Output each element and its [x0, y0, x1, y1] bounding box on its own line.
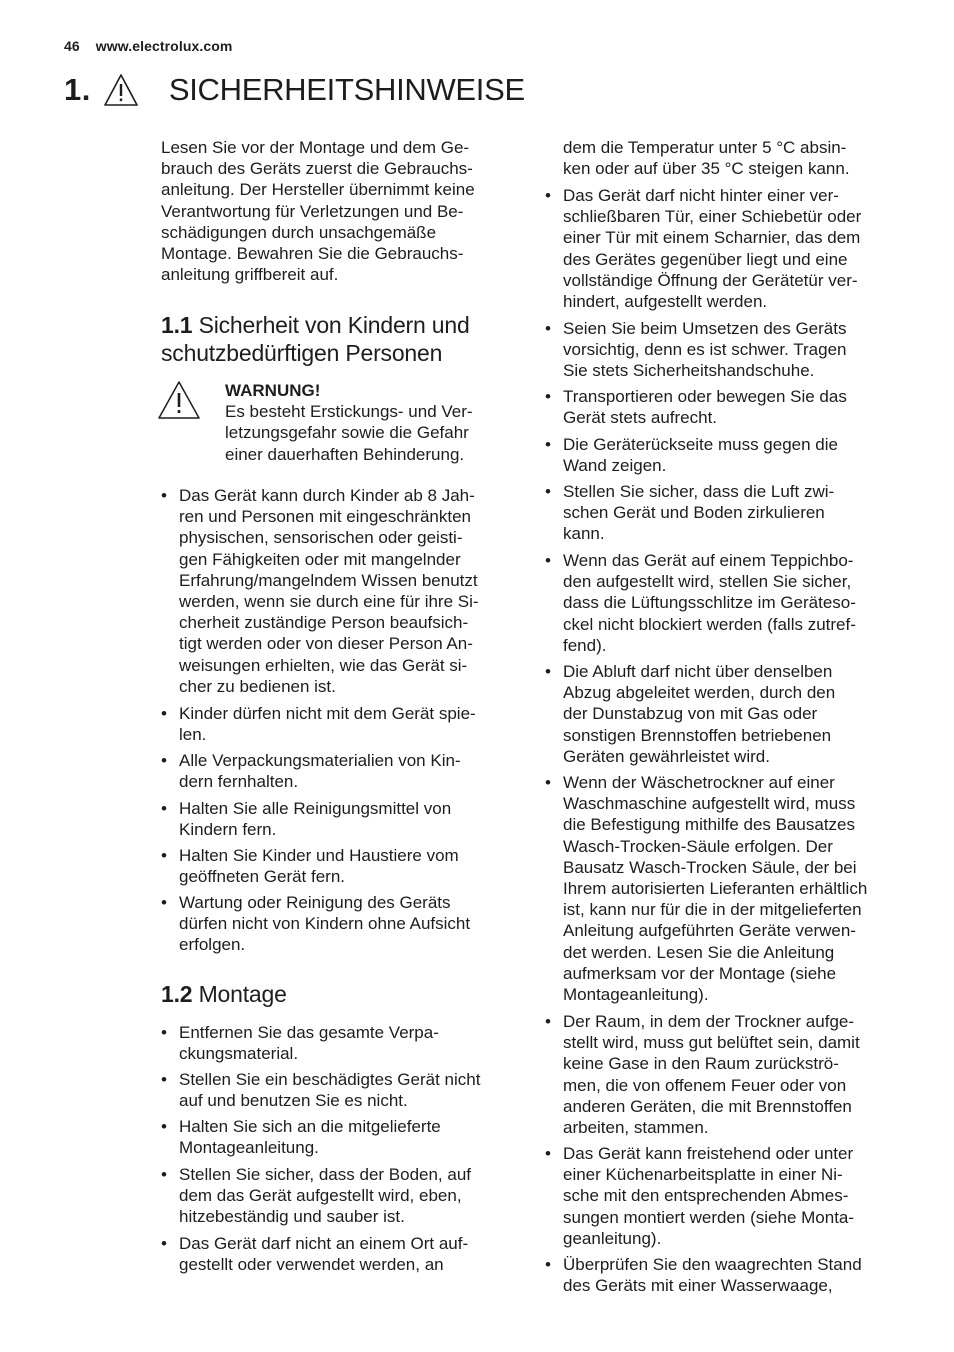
- bullet-icon: •: [545, 1012, 551, 1031]
- text-line: men, die von offenem Feuer oder von: [563, 1075, 847, 1095]
- text-line: dass die Lüftungsschlitze im Geräteso-: [563, 593, 856, 613]
- text-line: Wand zeigen.: [563, 456, 667, 476]
- text-line: Geräten gewährleistet wird.: [563, 746, 770, 766]
- text-line: einer Tür mit einem Scharnier, das dem: [563, 228, 861, 248]
- text-line: brauch des Geräts zuerst die Gebrauchs-: [161, 159, 473, 179]
- text-line: geöffneten Gerät fern.: [179, 867, 346, 887]
- warning-triangle-icon: [103, 73, 139, 112]
- text-line: Transportieren oder bewegen Sie das: [563, 387, 847, 406]
- bullet-icon: •: [545, 773, 551, 792]
- text-line: Montage. Bewahren Sie die Gebrauchs-: [161, 244, 464, 264]
- text-line: Entfernen Sie das gesamte Verpa-: [179, 1023, 439, 1042]
- text-line: vollständige Öffnung der Gerätetür ver-: [563, 270, 858, 290]
- section-heading-1-2: [161, 981, 287, 1009]
- bullet-icon: •: [545, 319, 551, 338]
- text-line: Sie stets Sicherheitshandschuhe.: [563, 361, 815, 381]
- text-line: ren und Personen mit eingeschränkten: [179, 507, 472, 527]
- bullet-icon: •: [161, 893, 167, 912]
- text-line: anderen Geräten, die mit Brennstoffen: [563, 1096, 852, 1116]
- bullet-icon: •: [161, 1070, 167, 1089]
- section-title: Montage: [198, 981, 287, 1007]
- text-line: tigt werden oder von dieser Person An-: [179, 634, 473, 654]
- text-line: Stellen Sie sicher, dass die Luft zwi-: [563, 482, 835, 501]
- intro-paragraph: [161, 137, 475, 285]
- bullet-icon: •: [545, 387, 551, 406]
- text-line: ken oder auf über 35 °C steigen kann.: [563, 159, 850, 179]
- chapter-heading: SICHERHEITSHINWEISE: [168, 72, 525, 107]
- text-line: len.: [179, 725, 207, 745]
- bullet-icon: •: [545, 482, 551, 501]
- text-line: Wenn das Gerät auf einem Teppichbo-: [563, 551, 854, 570]
- text-line: dern fernhalten.: [179, 772, 299, 792]
- text-line: Bausatz Wasch-Trocken Säule, der bei: [563, 857, 857, 877]
- text-line: Erfahrung/mangelndem Wissen benutzt: [179, 570, 478, 590]
- text-line: Das Gerät darf nicht hinter einer ver-: [563, 186, 839, 205]
- text-line: Die Abluft darf nicht über denselben: [563, 662, 833, 681]
- text-line: Wasch-Trocken-Säule erfolgen. Der: [563, 836, 833, 856]
- bullet-icon: •: [161, 1234, 167, 1253]
- text-line: Verantwortung für Verletzungen und Be-: [161, 201, 464, 221]
- text-line: dem das Gerät aufgestellt wird, eben,: [179, 1186, 462, 1206]
- text-line: hindert, aufgestellt werden.: [563, 292, 768, 312]
- bullet-icon: •: [545, 186, 551, 205]
- section-number: 1.2: [161, 981, 193, 1007]
- text-line: Das Gerät kann freistehend oder unter: [563, 1144, 854, 1163]
- text-line: stellt wird, muss gut belüftet sein, damit: [563, 1033, 860, 1053]
- chapter-number: 1.: [64, 72, 91, 107]
- text-line: schließbaren Tür, einer Schiebetür oder: [563, 207, 862, 227]
- text-line: geanleitung).: [563, 1228, 662, 1248]
- text-line: letzungsgefahr sowie die Gefahr: [225, 423, 469, 443]
- bullet-icon: •: [161, 846, 167, 865]
- text-line: Gerät stets aufrecht.: [563, 408, 718, 428]
- bullet-icon: •: [161, 751, 167, 770]
- website-link[interactable]: www.electrolux.com: [95, 38, 233, 54]
- text-line: Kindern fern.: [179, 820, 277, 840]
- text-line: Ihrem autorisierten Lieferanten erhältlich: [563, 879, 868, 899]
- text-line: Abzug abgeleitet werden, durch den: [563, 683, 836, 703]
- text-line: Halten Sie sich an die mitgelieferte: [179, 1117, 441, 1136]
- warning-triangle-icon: [157, 380, 201, 425]
- text-line: des Geräts mit einer Wasserwaage,: [563, 1276, 833, 1296]
- text-line: Es besteht Erstickungs- und Ver-: [225, 402, 473, 422]
- warning-title: WARNUNG!: [225, 381, 321, 400]
- text-line: schädigungen durch unsachgemäße: [161, 222, 437, 242]
- text-line: auf und benutzen Sie es nicht.: [179, 1091, 408, 1111]
- section-number: 1.1: [161, 312, 193, 338]
- text-line: Das Gerät kann durch Kinder ab 8 Jah-: [179, 486, 475, 505]
- section-heading-1-1: [161, 312, 470, 367]
- text-line: Die Geräterückseite muss gegen die: [563, 435, 838, 454]
- bullet-icon: •: [161, 799, 167, 818]
- text-line: Anleitung aufgeführten Geräte verwen-: [563, 921, 856, 941]
- bullet-icon: •: [161, 1117, 167, 1136]
- text-line: Wenn der Wäschetrockner auf einer: [563, 773, 835, 792]
- bullet-icon: •: [545, 1255, 551, 1274]
- text-line: sungen montiert werden (siehe Monta-: [563, 1207, 855, 1227]
- continuation-paragraph: [563, 137, 850, 179]
- text-line: erfolgen.: [179, 935, 246, 955]
- text-line: Stellen Sie sicher, dass der Boden, auf: [179, 1165, 472, 1184]
- section-title-line: Sicherheit von Kindern und: [198, 312, 470, 338]
- text-line: Waschmaschine aufgestellt wird, muss: [563, 794, 856, 814]
- text-line: cherheit zuständige Person beaufsich-: [179, 613, 469, 633]
- text-line: schen Gerät und Boden zirkulieren: [563, 503, 825, 523]
- text-line: des Gerätes gegenüber liegt und eine: [563, 249, 848, 269]
- text-line: anleitung. Der Hersteller übernimmt keine: [161, 180, 475, 200]
- text-line: gen Fähigkeiten oder mit mangelnder: [179, 549, 461, 569]
- text-line: Kinder dürfen nicht mit dem Gerät spie-: [179, 704, 476, 723]
- text-line: einer Küchenarbeitsplatte in einer Ni-: [563, 1165, 843, 1185]
- text-line: gestellt oder verwendet werden, an: [179, 1255, 444, 1275]
- text-line: den aufgestellt wird, stellen Sie sicher,: [563, 572, 852, 592]
- text-line: Das Gerät darf nicht an einem Ort auf-: [179, 1234, 469, 1253]
- text-line: Halten Sie alle Reinigungsmittel von: [179, 799, 452, 818]
- bullet-icon: •: [545, 435, 551, 454]
- text-line: physischen, sensorischen oder geisti-: [179, 528, 463, 548]
- text-line: Alle Verpackungsmaterialien von Kin-: [179, 751, 461, 770]
- text-line: fend).: [563, 635, 607, 655]
- text-line: sonstigen Brennstoffen betriebenen: [563, 725, 832, 745]
- bullet-icon: •: [545, 662, 551, 681]
- text-line: cher zu bedienen ist.: [179, 676, 336, 696]
- text-line: sche mit den entsprechenden Abmes-: [563, 1186, 849, 1206]
- page-number: 46: [64, 38, 80, 54]
- text-line: det werden. Lesen Sie die Anleitung: [563, 942, 835, 962]
- text-line: Überprüfen Sie den waagrechten Stand: [563, 1255, 862, 1274]
- text-line: Der Raum, in dem der Trockner aufge-: [563, 1012, 855, 1031]
- text-line: einer dauerhaften Behinderung.: [225, 444, 465, 464]
- text-line: Wartung oder Reinigung des Geräts: [179, 893, 451, 912]
- bullet-icon: •: [545, 1144, 551, 1163]
- text-line: anleitung griffbereit auf.: [161, 265, 339, 285]
- text-line: dem die Temperatur unter 5 °C absin-: [563, 138, 847, 157]
- text-line: arbeiten, stammen.: [563, 1118, 709, 1138]
- text-line: hitzebeständig und sauber ist.: [179, 1207, 405, 1227]
- text-line: ist, kann nur für die in der mitgelieferten: [563, 900, 862, 920]
- chapter-title: [64, 70, 525, 110]
- text-line: weisungen erhielten, wie das Gerät si-: [179, 655, 468, 675]
- text-line: Lesen Sie vor der Montage und dem Ge-: [161, 138, 470, 157]
- bullet-icon: •: [161, 1165, 167, 1184]
- text-line: die Befestigung mithilfe des Bausatzes: [563, 815, 856, 835]
- text-line: kann.: [563, 524, 605, 544]
- text-line: werden, wenn sie durch eine für ihre Si-: [179, 592, 479, 612]
- text-line: Halten Sie Kinder und Haustiere vom: [179, 846, 459, 865]
- text-line: Stellen Sie ein beschädigtes Gerät nicht: [179, 1070, 481, 1089]
- text-line: dürfen nicht von Kindern ohne Aufsicht: [179, 914, 471, 934]
- bullet-icon: •: [161, 704, 167, 723]
- section-title-line: schutzbedürftigen Personen: [161, 339, 443, 366]
- text-line: aufmerksam vor der Montage (siehe: [563, 963, 837, 983]
- warning-box: [225, 380, 473, 465]
- text-line: Seien Sie beim Umsetzen des Geräts: [563, 319, 847, 338]
- text-line: ckungsmaterial.: [179, 1044, 299, 1064]
- text-line: ckel nicht blockiert werden (falls zutref-: [563, 614, 856, 634]
- text-line: keine Gase in den Raum zurückströ-: [563, 1054, 839, 1074]
- text-line: Montageanleitung.: [179, 1138, 319, 1158]
- text-line: vorsichtig, denn es ist schwer. Tragen: [563, 340, 847, 360]
- text-line: Montageanleitung).: [563, 985, 709, 1005]
- bullet-icon: •: [161, 486, 167, 505]
- bullet-icon: •: [161, 1023, 167, 1042]
- text-line: der Dunstabzug von mit Gas oder: [563, 704, 818, 724]
- bullet-icon: •: [545, 551, 551, 570]
- running-header: [64, 38, 232, 54]
